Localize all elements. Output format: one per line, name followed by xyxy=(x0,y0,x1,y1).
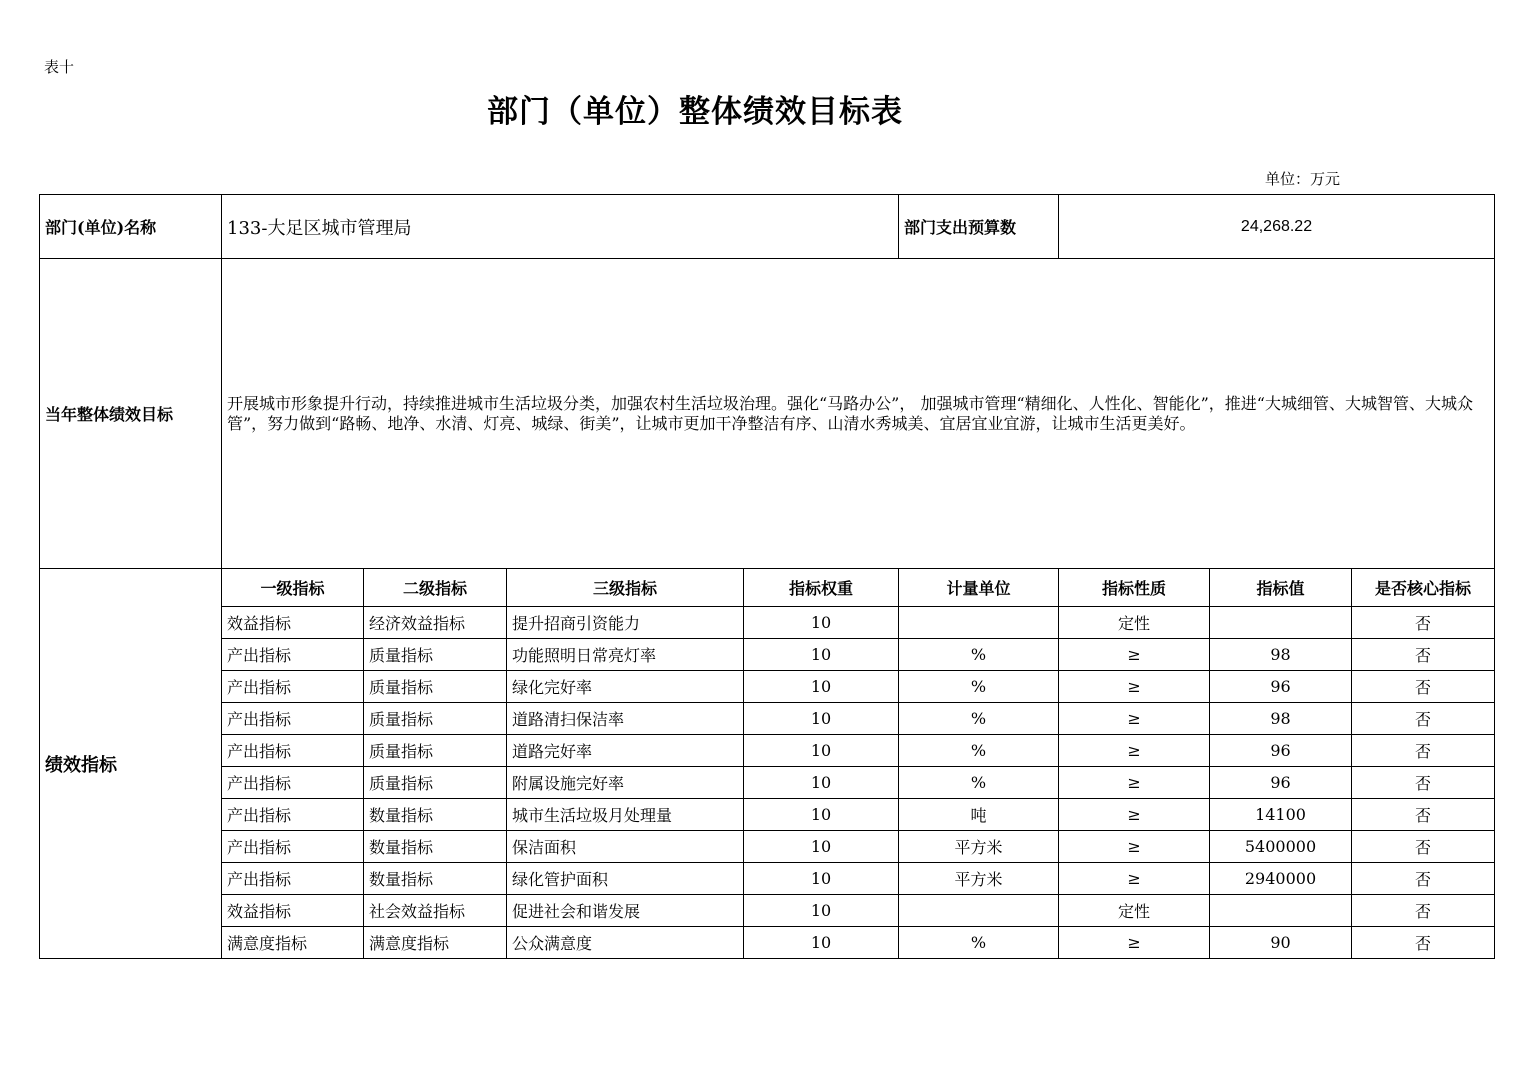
level2-cell: 质量指标 xyxy=(364,703,507,735)
weight-cell: 10 xyxy=(744,607,899,639)
level1-cell: 产出指标 xyxy=(222,799,364,831)
table-row xyxy=(40,863,1495,895)
nature-cell: ≥ xyxy=(1059,639,1210,671)
col-header: 是否核心指标 xyxy=(1352,569,1495,607)
level2-cell: 数量指标 xyxy=(364,831,507,863)
unit-cell: 平方米 xyxy=(899,831,1059,863)
level3-cell: 公众满意度 xyxy=(507,927,744,959)
core-cell: 否 xyxy=(1352,863,1495,895)
table-number: 表十 xyxy=(44,58,75,76)
table-row xyxy=(40,799,1495,831)
weight-cell: 10 xyxy=(744,927,899,959)
value-cell: 2940000 xyxy=(1210,863,1352,895)
core-cell: 否 xyxy=(1352,799,1495,831)
level2-cell: 满意度指标 xyxy=(364,927,507,959)
level1-cell: 产出指标 xyxy=(222,831,364,863)
level3-cell: 促进社会和谐发展 xyxy=(507,895,744,927)
weight-cell: 10 xyxy=(744,799,899,831)
weight-cell: 10 xyxy=(744,863,899,895)
dept-row xyxy=(40,195,1495,259)
level3-cell: 功能照明日常亮灯率 xyxy=(507,639,744,671)
col-header: 二级指标 xyxy=(364,569,507,607)
level1-cell: 产出指标 xyxy=(222,735,364,767)
level2-cell: 质量指标 xyxy=(364,671,507,703)
unit-cell: % xyxy=(899,639,1059,671)
table-row xyxy=(40,703,1495,735)
nature-cell: ≥ xyxy=(1059,863,1210,895)
table-row xyxy=(40,831,1495,863)
level3-cell: 附属设施完好率 xyxy=(507,767,744,799)
table-row xyxy=(40,639,1495,671)
weight-cell: 10 xyxy=(744,767,899,799)
nature-cell: ≥ xyxy=(1059,799,1210,831)
nature-cell: ≥ xyxy=(1059,927,1210,959)
level2-cell: 质量指标 xyxy=(364,735,507,767)
core-cell: 否 xyxy=(1352,703,1495,735)
page-title: 部门（单位）整体绩效目标表 xyxy=(487,94,903,130)
nature-cell: 定性 xyxy=(1059,895,1210,927)
nature-cell: 定性 xyxy=(1059,607,1210,639)
col-header: 指标权重 xyxy=(744,569,899,607)
value-cell: 96 xyxy=(1210,671,1352,703)
unit-cell: % xyxy=(899,767,1059,799)
indicator-header-row xyxy=(40,569,1495,607)
core-cell: 否 xyxy=(1352,639,1495,671)
goal-text: 开展城市形象提升行动，持续推进城市生活垃圾分类，加强农村生活垃圾治理。强化“马路办公”， 加强城市管理“精细化、人性化、智能化”，推进“大城细管、大城智管、大城众管”，努力做到“路畅、地净、水清、灯亮、城绿、街美”，让城市更加干净整洁有序、山清水秀城美、宜居宜业宜游，让城市生活更美好。 xyxy=(222,259,1495,569)
table-row xyxy=(40,735,1495,767)
level3-cell: 绿化完好率 xyxy=(507,671,744,703)
level2-cell: 经济效益指标 xyxy=(364,607,507,639)
level1-cell: 产出指标 xyxy=(222,767,364,799)
level3-cell: 道路完好率 xyxy=(507,735,744,767)
level1-cell: 效益指标 xyxy=(222,895,364,927)
value-cell: 96 xyxy=(1210,767,1352,799)
performance-table xyxy=(39,194,1495,959)
value-cell xyxy=(1210,607,1352,639)
level2-cell: 数量指标 xyxy=(364,863,507,895)
unit-label: 单位：万元 xyxy=(1265,170,1341,188)
level3-cell: 保洁面积 xyxy=(507,831,744,863)
col-header: 一级指标 xyxy=(222,569,364,607)
nature-cell: ≥ xyxy=(1059,831,1210,863)
core-cell: 否 xyxy=(1352,831,1495,863)
nature-cell: ≥ xyxy=(1059,703,1210,735)
unit-cell: % xyxy=(899,671,1059,703)
col-header: 指标性质 xyxy=(1059,569,1210,607)
level1-cell: 产出指标 xyxy=(222,639,364,671)
nature-cell: ≥ xyxy=(1059,767,1210,799)
value-cell: 5400000 xyxy=(1210,831,1352,863)
value-cell xyxy=(1210,895,1352,927)
unit-cell: 吨 xyxy=(899,799,1059,831)
core-cell: 否 xyxy=(1352,927,1495,959)
value-cell: 14100 xyxy=(1210,799,1352,831)
dept-name-label: 部门(单位)名称 xyxy=(40,195,222,259)
unit-cell: % xyxy=(899,927,1059,959)
core-cell: 否 xyxy=(1352,735,1495,767)
level3-cell: 城市生活垃圾月处理量 xyxy=(507,799,744,831)
level1-cell: 产出指标 xyxy=(222,703,364,735)
value-cell: 98 xyxy=(1210,639,1352,671)
weight-cell: 10 xyxy=(744,895,899,927)
weight-cell: 10 xyxy=(744,639,899,671)
col-header: 指标值 xyxy=(1210,569,1352,607)
level3-cell: 道路清扫保洁率 xyxy=(507,703,744,735)
budget-label: 部门支出预算数 xyxy=(899,195,1059,259)
nature-cell: ≥ xyxy=(1059,735,1210,767)
table-row xyxy=(40,607,1495,639)
unit-cell: 平方米 xyxy=(899,863,1059,895)
core-cell: 否 xyxy=(1352,895,1495,927)
table-row xyxy=(40,927,1495,959)
level2-cell: 社会效益指标 xyxy=(364,895,507,927)
table-row xyxy=(40,671,1495,703)
goal-row xyxy=(40,259,1495,569)
level1-cell: 效益指标 xyxy=(222,607,364,639)
level2-cell: 质量指标 xyxy=(364,767,507,799)
level3-cell: 绿化管护面积 xyxy=(507,863,744,895)
level1-cell: 产出指标 xyxy=(222,863,364,895)
weight-cell: 10 xyxy=(744,703,899,735)
value-cell: 96 xyxy=(1210,735,1352,767)
level2-cell: 质量指标 xyxy=(364,639,507,671)
core-cell: 否 xyxy=(1352,767,1495,799)
dept-name-value: 133-大足区城市管理局 xyxy=(222,195,899,259)
value-cell: 98 xyxy=(1210,703,1352,735)
goal-label: 当年整体绩效目标 xyxy=(40,259,222,569)
level1-cell: 满意度指标 xyxy=(222,927,364,959)
table-row xyxy=(40,895,1495,927)
weight-cell: 10 xyxy=(744,831,899,863)
table-row xyxy=(40,767,1495,799)
col-header: 三级指标 xyxy=(507,569,744,607)
core-cell: 否 xyxy=(1352,607,1495,639)
weight-cell: 10 xyxy=(744,735,899,767)
level1-cell: 产出指标 xyxy=(222,671,364,703)
col-header: 计量单位 xyxy=(899,569,1059,607)
unit-cell xyxy=(899,607,1059,639)
value-cell: 90 xyxy=(1210,927,1352,959)
unit-cell xyxy=(899,895,1059,927)
indicators-label: 绩效指标 xyxy=(40,569,222,959)
core-cell: 否 xyxy=(1352,671,1495,703)
nature-cell: ≥ xyxy=(1059,671,1210,703)
level2-cell: 数量指标 xyxy=(364,799,507,831)
unit-cell: % xyxy=(899,735,1059,767)
level3-cell: 提升招商引资能力 xyxy=(507,607,744,639)
weight-cell: 10 xyxy=(744,671,899,703)
unit-cell: % xyxy=(899,703,1059,735)
budget-value: 24,268.22 xyxy=(1059,195,1495,259)
